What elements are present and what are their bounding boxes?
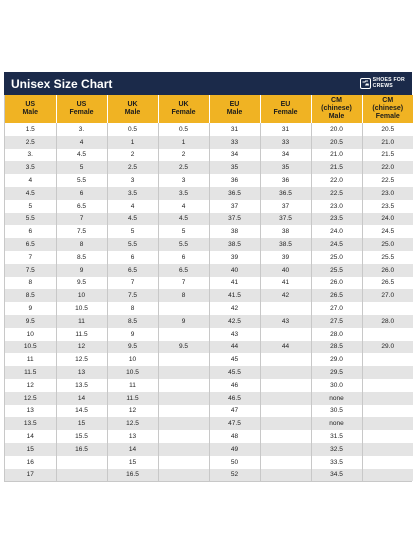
table-cell: 9.5: [56, 277, 107, 290]
table-cell: 7: [56, 213, 107, 226]
table-cell: [56, 456, 107, 469]
table-cell: 4: [158, 200, 209, 213]
table-cell: 4.5: [56, 149, 107, 162]
table-cell: [362, 379, 413, 392]
table-cell: [362, 456, 413, 469]
table-cell: [362, 469, 413, 482]
table-cell: 45.5: [209, 366, 260, 379]
table-cell: 2.5: [107, 161, 158, 174]
table-cell: 41: [209, 277, 260, 290]
table-cell: [362, 405, 413, 418]
table-cell: 4: [107, 200, 158, 213]
table-cell: 47.5: [209, 417, 260, 430]
chart-title: Unisex Size Chart: [11, 76, 113, 91]
table-cell: 3.5: [107, 187, 158, 200]
table-cell: 22.5: [362, 174, 413, 187]
table-cell: [158, 353, 209, 366]
brand-line-1: SHOES FOR: [372, 77, 405, 83]
table-cell: 11: [56, 315, 107, 328]
table-cell: 26.0: [362, 264, 413, 277]
table-cell: 17: [5, 469, 56, 482]
table-cell: 31: [209, 123, 260, 136]
table-cell: 3.5: [5, 161, 56, 174]
table-row: [5, 456, 413, 469]
table-cell: 32.5: [311, 443, 362, 456]
table-cell: 39: [260, 251, 311, 264]
table-cell: 8.5: [5, 289, 56, 302]
table-cell: 16.5: [107, 469, 158, 482]
table-cell: [362, 353, 413, 366]
table-row: [5, 200, 413, 213]
table-cell: 9.5: [107, 341, 158, 354]
table-row: [5, 174, 413, 187]
table-cell: 1: [158, 136, 209, 149]
table-cell: 46: [209, 379, 260, 392]
column-header-line: Male: [124, 109, 141, 116]
table-cell: [260, 443, 311, 456]
table-cell: 15: [56, 417, 107, 430]
table-cell: 37.5: [260, 213, 311, 226]
table-cell: 49: [209, 443, 260, 456]
table-cell: 25.0: [362, 238, 413, 251]
column-header-line: (chinese): [321, 105, 352, 112]
table-cell: 3.5: [158, 187, 209, 200]
table-cell: 48: [209, 430, 260, 443]
column-header-line: Female: [375, 113, 400, 120]
table-cell: 8.5: [56, 251, 107, 264]
table-cell: [260, 405, 311, 418]
table-cell: 6.5: [158, 264, 209, 277]
table-cell: 21.5: [311, 161, 362, 174]
table-cell: 0.5: [107, 123, 158, 136]
table-cell: 29.5: [311, 366, 362, 379]
brand-line-2: CREWS: [372, 82, 393, 89]
column-header-line: EU: [229, 101, 240, 108]
table-cell: 36.5: [260, 187, 311, 200]
table-cell: [158, 379, 209, 392]
column-header: [5, 95, 56, 123]
table-cell: 10.5: [56, 302, 107, 315]
table-cell: 4.5: [5, 187, 56, 200]
table-cell: 5: [158, 225, 209, 238]
table-cell: [260, 302, 311, 315]
table-row: [5, 315, 413, 328]
table-cell: 12: [107, 405, 158, 418]
table-cell: [158, 328, 209, 341]
table-cell: 6: [56, 187, 107, 200]
table-cell: 15: [107, 456, 158, 469]
table-row: [5, 430, 413, 443]
table-cell: 9: [56, 264, 107, 277]
table-cell: 21.0: [362, 136, 413, 149]
table-row: [5, 469, 413, 482]
table-cell: 13: [56, 366, 107, 379]
brand-logo: [360, 78, 405, 89]
table-cell: 11: [107, 379, 158, 392]
table-row: [5, 366, 413, 379]
size-table-body: [5, 123, 413, 481]
table-cell: 33: [209, 136, 260, 149]
table-cell: 29.0: [362, 341, 413, 354]
table-cell: [362, 328, 413, 341]
table-cell: 12: [5, 379, 56, 392]
table-cell: 37: [260, 200, 311, 213]
table-cell: 37: [209, 200, 260, 213]
table-row: [5, 341, 413, 354]
table-cell: 28.5: [311, 341, 362, 354]
table-cell: 10: [107, 353, 158, 366]
column-header: [158, 95, 209, 123]
table-cell: 3.: [56, 123, 107, 136]
table-cell: 4.5: [107, 213, 158, 226]
table-row: [5, 302, 413, 315]
table-cell: 33.5: [311, 456, 362, 469]
table-row: [5, 136, 413, 149]
table-cell: [362, 430, 413, 443]
table-cell: [158, 469, 209, 482]
table-cell: 38: [209, 225, 260, 238]
table-cell: 12.5: [56, 353, 107, 366]
table-cell: 29.0: [311, 353, 362, 366]
column-header: [362, 95, 413, 123]
table-row: [5, 328, 413, 341]
table-cell: 23.5: [311, 213, 362, 226]
table-cell: [158, 302, 209, 315]
table-cell: 35: [260, 161, 311, 174]
table-cell: 5.5: [107, 238, 158, 251]
table-cell: 39: [209, 251, 260, 264]
table-cell: 5.5: [5, 213, 56, 226]
table-cell: 7.5: [56, 225, 107, 238]
table-cell: 4.5: [158, 213, 209, 226]
chart-header: [4, 72, 412, 95]
table-row: [5, 353, 413, 366]
table-cell: 45: [209, 353, 260, 366]
table-cell: 24.5: [311, 238, 362, 251]
table-row: [5, 187, 413, 200]
table-cell: 24.0: [311, 225, 362, 238]
table-row: [5, 264, 413, 277]
table-cell: 43: [260, 315, 311, 328]
table-cell: 5: [5, 200, 56, 213]
table-cell: 50: [209, 456, 260, 469]
table-cell: 16.5: [56, 443, 107, 456]
table-row: [5, 392, 413, 405]
table-cell: [158, 392, 209, 405]
column-header-line: Male: [22, 109, 39, 116]
table-cell: 14: [56, 392, 107, 405]
table-cell: 7: [158, 277, 209, 290]
table-cell: [260, 469, 311, 482]
table-row: [5, 213, 413, 226]
table-cell: 47: [209, 405, 260, 418]
table-cell: [362, 443, 413, 456]
table-cell: 7.5: [5, 264, 56, 277]
table-cell: [362, 392, 413, 405]
table-cell: 31: [260, 123, 311, 136]
table-cell: [158, 405, 209, 418]
table-cell: 9: [158, 315, 209, 328]
table-cell: 15.5: [56, 430, 107, 443]
table-cell: 11.5: [5, 366, 56, 379]
table-cell: [158, 443, 209, 456]
table-cell: 5.5: [56, 174, 107, 187]
table-cell: 6.5: [5, 238, 56, 251]
table-cell: 38.5: [209, 238, 260, 251]
table-cell: 2.5: [158, 161, 209, 174]
table-cell: 38: [260, 225, 311, 238]
column-header: [209, 95, 260, 123]
table-cell: 25.5: [311, 264, 362, 277]
table-cell: 11: [5, 353, 56, 366]
table-cell: 23.0: [362, 187, 413, 200]
table-cell: 10: [56, 289, 107, 302]
table-cell: 37.5: [209, 213, 260, 226]
table-cell: 21.5: [362, 149, 413, 162]
table-cell: 11.5: [56, 328, 107, 341]
table-cell: [362, 366, 413, 379]
table-cell: none: [311, 417, 362, 430]
table-cell: 8.5: [107, 315, 158, 328]
table-row: [5, 443, 413, 456]
table-row: [5, 251, 413, 264]
table-cell: 28.0: [311, 328, 362, 341]
table-cell: [56, 469, 107, 482]
table-cell: [260, 417, 311, 430]
table-row: [5, 238, 413, 251]
table-cell: 6.5: [56, 200, 107, 213]
table-cell: 46.5: [209, 392, 260, 405]
column-header-line: Female: [273, 109, 298, 116]
size-chart: [4, 72, 412, 482]
column-header: [56, 95, 107, 123]
table-cell: 1: [107, 136, 158, 149]
table-cell: [260, 456, 311, 469]
table-cell: 34: [209, 149, 260, 162]
table-cell: 24.5: [362, 225, 413, 238]
table-cell: 43: [209, 328, 260, 341]
table-cell: 13: [107, 430, 158, 443]
table-cell: [158, 417, 209, 430]
table-cell: 9.5: [5, 315, 56, 328]
table-cell: 7.5: [107, 289, 158, 302]
column-header: [260, 95, 311, 123]
column-header-line: (chinese): [372, 105, 404, 112]
table-row: [5, 225, 413, 238]
table-cell: 3: [107, 174, 158, 187]
table-cell: [260, 366, 311, 379]
column-header-line: CM: [382, 97, 394, 104]
table-cell: 36.5: [209, 187, 260, 200]
table-cell: 4: [56, 136, 107, 149]
table-cell: 9.5: [158, 341, 209, 354]
table-cell: 27.0: [362, 289, 413, 302]
table-cell: 44: [209, 341, 260, 354]
table-cell: 14: [5, 430, 56, 443]
table-cell: 11.5: [107, 392, 158, 405]
table-row: [5, 149, 413, 162]
column-header-line: US: [76, 101, 87, 108]
table-cell: 25.0: [311, 251, 362, 264]
column-header-line: Male: [328, 113, 345, 120]
table-cell: 5: [107, 225, 158, 238]
table-cell: 30.0: [311, 379, 362, 392]
table-cell: 3: [158, 174, 209, 187]
size-table: [5, 95, 413, 481]
size-table-frame: [4, 95, 412, 482]
table-cell: [260, 328, 311, 341]
table-cell: 41: [260, 277, 311, 290]
column-header-line: EU: [280, 101, 291, 108]
table-cell: 22.5: [311, 187, 362, 200]
table-cell: [158, 456, 209, 469]
table-cell: 15: [5, 443, 56, 456]
table-cell: 1.5: [5, 123, 56, 136]
column-header: [311, 95, 362, 123]
table-cell: 36: [260, 174, 311, 187]
table-cell: 26.5: [311, 289, 362, 302]
column-header: [107, 95, 158, 123]
table-cell: 27.5: [311, 315, 362, 328]
table-cell: [362, 302, 413, 315]
table-cell: 8: [56, 238, 107, 251]
table-cell: [260, 392, 311, 405]
table-cell: 25.5: [362, 251, 413, 264]
table-cell: 6: [5, 225, 56, 238]
table-cell: 14.5: [56, 405, 107, 418]
table-cell: 0.5: [158, 123, 209, 136]
table-cell: 8: [5, 277, 56, 290]
table-cell: 35: [209, 161, 260, 174]
table-cell: 10.5: [107, 366, 158, 379]
table-cell: 2: [158, 149, 209, 162]
table-cell: 40: [209, 264, 260, 277]
table-cell: 6: [107, 251, 158, 264]
table-cell: 22.0: [311, 174, 362, 187]
table-cell: 42.5: [209, 315, 260, 328]
table-cell: [260, 353, 311, 366]
table-cell: 13.5: [5, 417, 56, 430]
table-cell: 26.5: [362, 277, 413, 290]
column-header-line: Female: [69, 109, 94, 116]
table-cell: [260, 430, 311, 443]
table-cell: 8: [107, 302, 158, 315]
column-header-line: UK: [178, 101, 189, 108]
table-cell: 20.5: [311, 136, 362, 149]
column-header-line: US: [25, 101, 36, 108]
table-row: [5, 161, 413, 174]
table-cell: 10.5: [5, 341, 56, 354]
table-cell: 40: [260, 264, 311, 277]
table-cell: 14: [107, 443, 158, 456]
table-cell: 16: [5, 456, 56, 469]
table-cell: 27.0: [311, 302, 362, 315]
table-cell: 21.0: [311, 149, 362, 162]
column-header-line: Male: [226, 109, 243, 116]
table-cell: [158, 366, 209, 379]
table-cell: 41.5: [209, 289, 260, 302]
table-cell: 13.5: [56, 379, 107, 392]
table-cell: 5.5: [158, 238, 209, 251]
table-cell: 9: [107, 328, 158, 341]
table-cell: 5: [56, 161, 107, 174]
table-cell: 30.5: [311, 405, 362, 418]
table-cell: 20.0: [311, 123, 362, 136]
column-header-row: [5, 95, 413, 123]
table-cell: none: [311, 392, 362, 405]
table-cell: 12: [56, 341, 107, 354]
table-cell: 12.5: [5, 392, 56, 405]
table-row: [5, 289, 413, 302]
column-header-line: Female: [171, 109, 196, 116]
table-cell: 24.0: [362, 213, 413, 226]
table-cell: 38.5: [260, 238, 311, 251]
table-cell: 33: [260, 136, 311, 149]
table-cell: 2.5: [5, 136, 56, 149]
table-cell: 3.: [5, 149, 56, 162]
table-cell: [158, 430, 209, 443]
table-cell: 6.5: [107, 264, 158, 277]
table-cell: 13: [5, 405, 56, 418]
table-cell: [362, 417, 413, 430]
table-cell: 20.5: [362, 123, 413, 136]
table-row: [5, 277, 413, 290]
table-cell: 23.0: [311, 200, 362, 213]
table-cell: 42: [209, 302, 260, 315]
table-cell: 34: [260, 149, 311, 162]
table-cell: 34.5: [311, 469, 362, 482]
table-cell: 7: [107, 277, 158, 290]
table-cell: 42: [260, 289, 311, 302]
shoes-for-crews-logo-icon: [360, 78, 371, 89]
table-cell: 9: [5, 302, 56, 315]
table-cell: 31.5: [311, 430, 362, 443]
table-cell: 12.5: [107, 417, 158, 430]
table-row: [5, 379, 413, 392]
table-cell: [260, 379, 311, 392]
table-cell: 28.0: [362, 315, 413, 328]
table-row: [5, 405, 413, 418]
table-cell: 2: [107, 149, 158, 162]
table-cell: 23.5: [362, 200, 413, 213]
table-cell: 36: [209, 174, 260, 187]
table-cell: 52: [209, 469, 260, 482]
table-cell: 7: [5, 251, 56, 264]
column-header-line: CM: [331, 97, 342, 104]
table-row: [5, 123, 413, 136]
table-cell: 10: [5, 328, 56, 341]
table-cell: 6: [158, 251, 209, 264]
table-row: [5, 417, 413, 430]
table-cell: 26.0: [311, 277, 362, 290]
table-cell: 8: [158, 289, 209, 302]
table-cell: 4: [5, 174, 56, 187]
table-cell: 22.0: [362, 161, 413, 174]
column-header-line: UK: [127, 101, 138, 108]
table-cell: 44: [260, 341, 311, 354]
